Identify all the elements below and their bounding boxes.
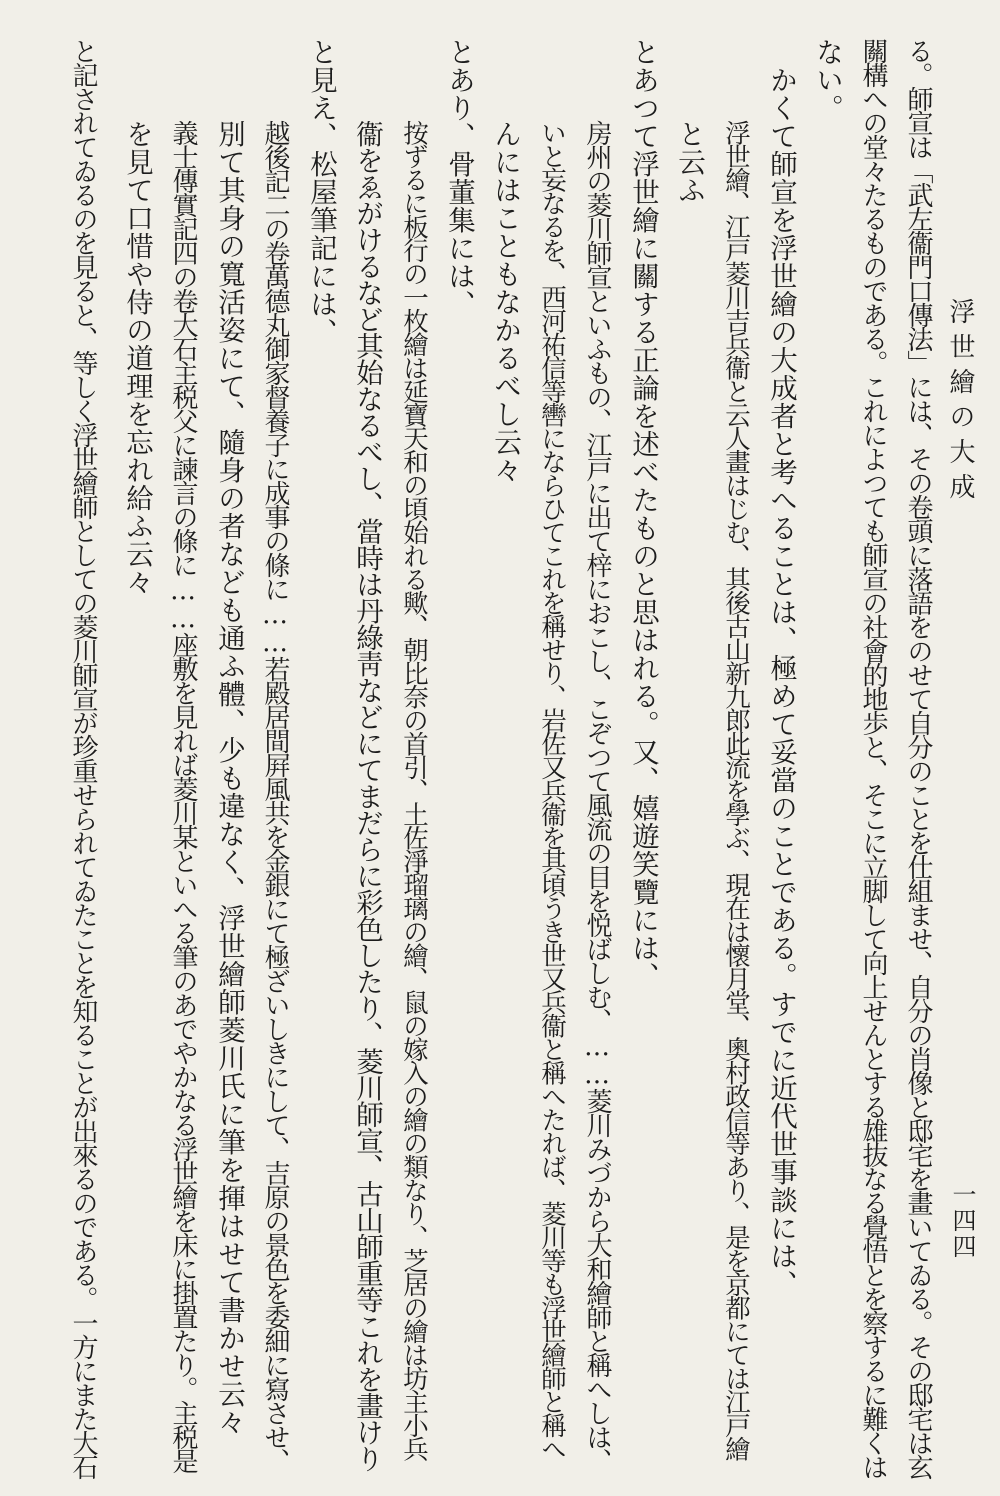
text-column-11: とあり、骨董集には、 bbox=[443, 38, 475, 318]
text-column-1: る。師宣は「武左衞門口傳法」には、その卷頭に落語をのせて自分のことを仕組ませ、自分の肖像と邸宅を畫いてゐる。その邸宅は玄 bbox=[903, 38, 933, 1478]
text-column-17: 義士傳實記四の卷大石主税父に諫言の條に……座敷を見れば菱川某といへる筆のあでやかなる浮世繪を床に掛置たり。主税是 bbox=[168, 120, 198, 1472]
text-column-14: と見え、松屋筆記には、 bbox=[305, 38, 337, 346]
text-column-6: と云ふ bbox=[673, 120, 705, 204]
text-column-10: んにはこともなかるべし云々 bbox=[489, 120, 521, 484]
text-column-9: いと妄なるを、西河祐信等轡にならひてこれを稱せり、岩佐又兵衞を其頃うき世又兵衞と稱へたれば、菱川等も浮世繪師と稱へ bbox=[537, 120, 567, 1460]
text-column-16: 別て其身の寬活姿にて、隨身の者なども通ふ體、少も違なく、浮世繪師菱川氏に筆を揮はせて書かせ云々 bbox=[213, 120, 245, 1436]
text-column-4: かくて師宣を浮世繪の大成者と考へることは、極めて妥當のことである。すでに近代世事談には、 bbox=[765, 66, 797, 1298]
text-column-12: 按ずるに板行の一枚繪は延寶天和の頃始れる歟、朝比奈の首引、土佐淨瑠璃の繪、鼠の嫁入の繪の類なり、芝居の繪は坊主小兵 bbox=[399, 120, 429, 1460]
text-column-5: 浮世繪、江戸菱川吉兵衞と云人畫はじむ、其後古山新九郎此流を學ぶ、現在は懷月堂、奧村政信等あり、是を京都にては江戸繪 bbox=[721, 120, 751, 1460]
text-column-15: 越後記二の卷萬德丸御家督養子に成事の條に……若殿居間屛風共を金銀にて極ざいしきにして、吉原の景色を委細に寫させ、 bbox=[260, 120, 290, 1472]
text-column-8: 房州の菱川師宣といふもの、江戸に出て梓におこし、こぞつて風流の目を悦ばしむ、……菱川みづから大和繪師と稱へしは、 bbox=[582, 120, 612, 1472]
text-column-19: と記されてゐるのを見ると、等しく浮世繪師としての菱川師宣が珍重せられてゐたことを知ることが出來るのである。一方にまた大石 bbox=[68, 38, 98, 1478]
text-column-7: とあつて浮世繪に關する正論を述べたものと思はれる。又、嬉遊笑覽には、 bbox=[627, 38, 659, 990]
page-number: 一四四 bbox=[948, 1182, 976, 1260]
running-title: 浮世繪の大成 bbox=[945, 298, 975, 508]
text-column-13: 衞をゑがけるなど其始なるべし、當時は丹綠靑などにてまだらに彩色したり、菱川師宣、古山師重等これを畫けり bbox=[351, 120, 383, 1472]
text-column-3: ない。 bbox=[811, 38, 843, 122]
text-column-18: を見て口惜や侍の道理を忘れ給ふ云々 bbox=[121, 120, 153, 596]
text-column-2: 關構への堂々たるものである。これによつても師宣の社會的地歩と、そこに立脚して向上せんとする雄抜なる覺悟とを察するに難くは bbox=[858, 38, 888, 1478]
